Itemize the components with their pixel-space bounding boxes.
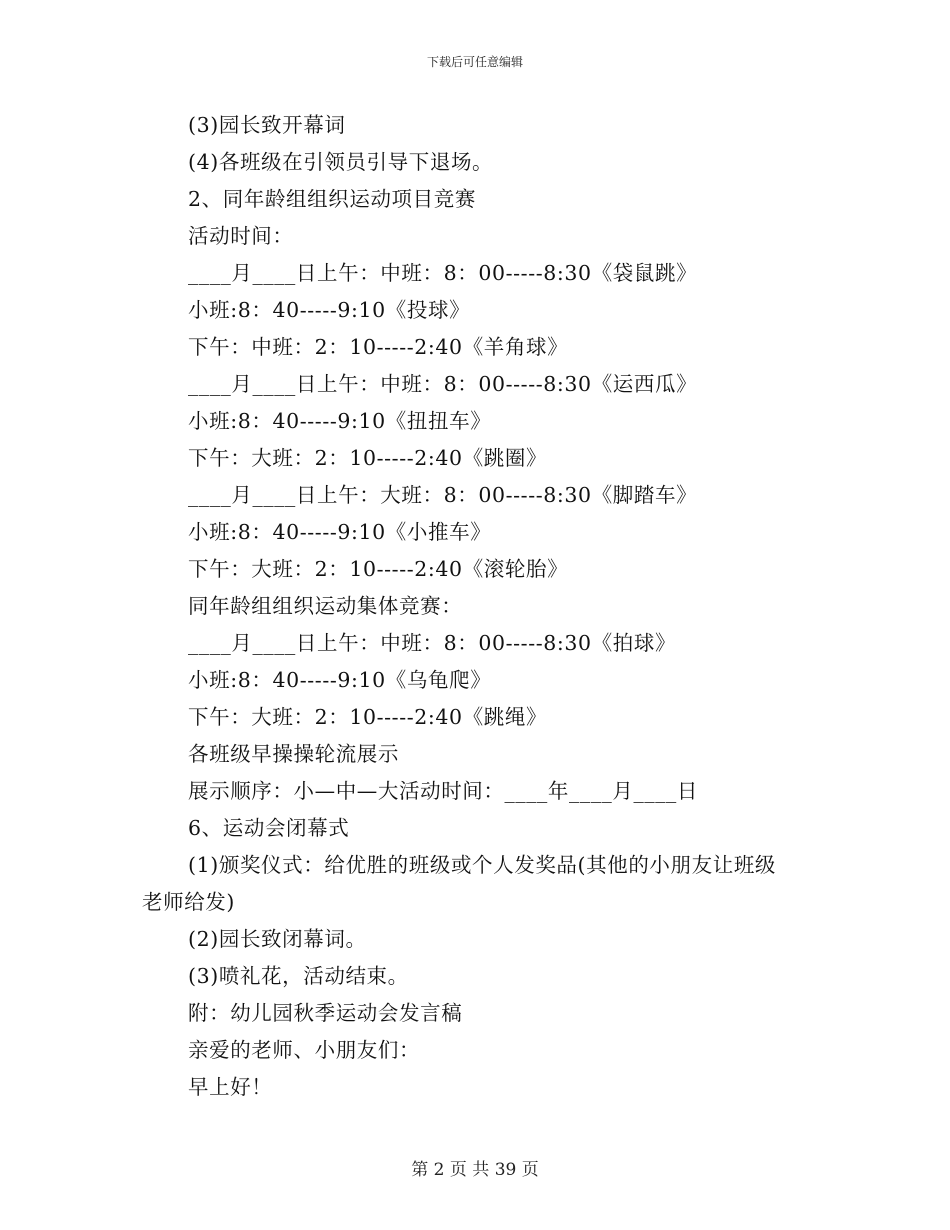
text-line: 老师给发): [142, 890, 235, 914]
text-line: 活动时间：: [188, 224, 294, 248]
text-line: (3)喷礼花，活动结束。: [188, 964, 409, 988]
text-line: ____月____日上午：中班：8：00-----8:30《袋鼠跳》: [188, 261, 698, 285]
text-line: 小班:8：40-----9:10《投球》: [188, 298, 471, 322]
text-line: 附：幼儿园秋季运动会发言稿: [188, 1001, 463, 1025]
text-line: 各班级早操操轮流展示: [188, 742, 399, 766]
page-footer: 第 2 页 共 39 页: [411, 1160, 539, 1180]
text-line: 小班:8：40-----9:10《乌龟爬》: [188, 668, 492, 692]
text-line: 小班:8：40-----9:10《扭扭车》: [188, 409, 492, 433]
text-line: (3)园长致开幕词: [188, 113, 346, 137]
text-line: (4)各班级在引领员引导下退场。: [188, 150, 494, 174]
page-header: 下载后可任意编辑: [426, 55, 523, 69]
text-line: ____月____日上午：中班：8：00-----8:30《拍球》: [188, 631, 677, 655]
text-line: 下午：大班：2：10-----2:40《跳绳》: [188, 705, 548, 729]
text-line: (1)颁奖仪式：给优胜的班级或个人发奖品(其他的小朋友让班级: [188, 853, 777, 877]
text-line: 亲爱的老师、小朋友们：: [188, 1038, 421, 1062]
text-line: 下午：大班：2：10-----2:40《跳圈》: [188, 446, 548, 470]
text-line: 2、同年龄组组织运动项目竞赛: [188, 187, 476, 211]
text-line: 下午：中班：2：10-----2:40《羊角球》: [188, 335, 569, 359]
text-line: 小班:8：40-----9:10《小推车》: [188, 520, 492, 544]
text-line: ____月____日上午：大班：8：00-----8:30《脚踏车》: [188, 483, 698, 507]
text-line: 展示顺序：小—中—大活动时间：____年____月____日: [188, 779, 698, 803]
text-line: 同年龄组组织运动集体竞赛：: [188, 594, 463, 618]
text-line: 6、运动会闭幕式: [188, 816, 350, 840]
text-line: 下午：大班：2：10-----2:40《滚轮胎》: [188, 557, 569, 581]
text-line: (2)园长致闭幕词。: [188, 927, 367, 951]
document-body: [0, 107, 950, 1106]
text-line: ____月____日上午：中班：8：00-----8:30《运西瓜》: [188, 372, 698, 396]
text-line: 早上好！: [188, 1075, 273, 1099]
